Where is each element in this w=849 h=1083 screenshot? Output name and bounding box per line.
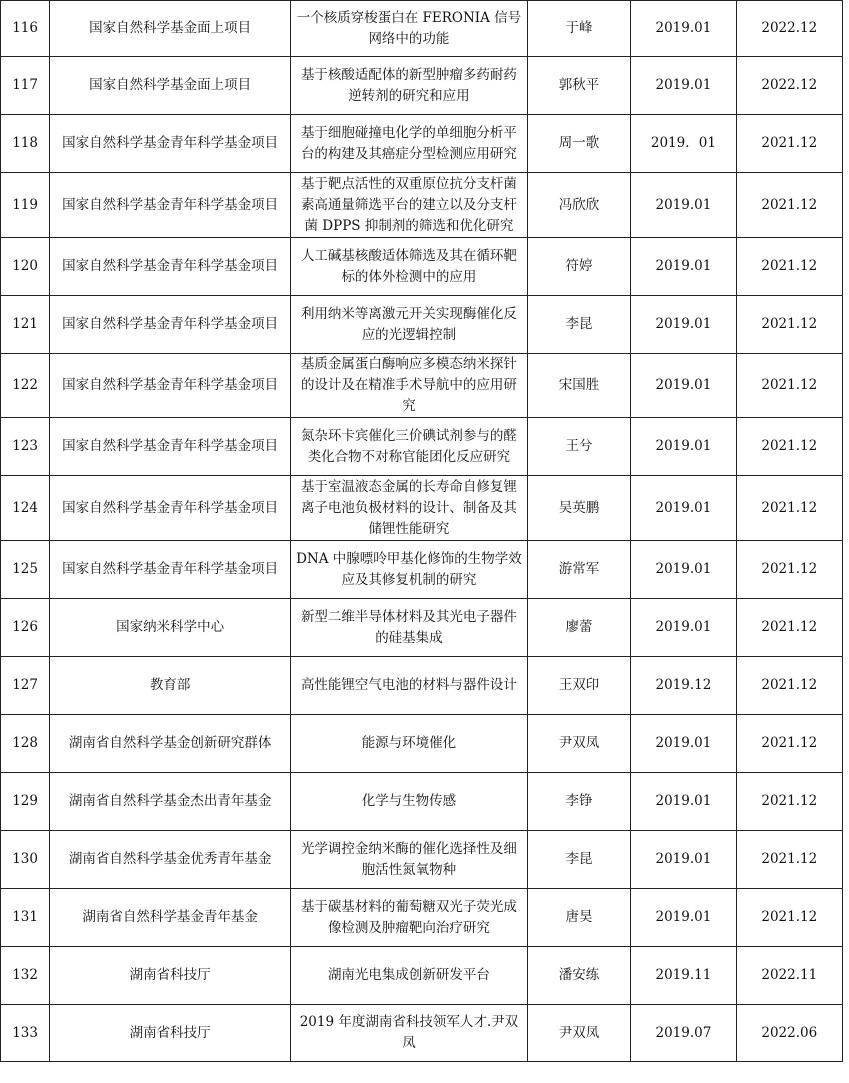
cell-principal: 周一歌 [527, 115, 630, 173]
cell-funding-source: 湖南省自然科学基金创新研究群体 [50, 715, 291, 773]
cell-end-date: 2021.12 [736, 238, 842, 296]
cell-number: 132 [1, 947, 50, 1005]
cell-end-date: 2021.12 [736, 657, 842, 715]
table-row [1, 238, 843, 296]
cell-principal: 郭秋平 [527, 57, 630, 115]
cell-number: 122 [1, 354, 50, 418]
cell-number: 123 [1, 418, 50, 476]
cell-funding-source: 国家自然科学基金青年科学基金项目 [50, 541, 291, 599]
cell-end-date: 2021.12 [736, 115, 842, 173]
cell-funding-source: 国家纳米科学中心 [50, 599, 291, 657]
table-row [1, 296, 843, 354]
table-row [1, 889, 843, 947]
cell-project-title: 基于室温液态金属的长寿命自修复锂离子电池负极材料的设计、制备及其储锂性能研究 [291, 476, 528, 541]
cell-end-date: 2021.12 [736, 476, 842, 541]
cell-funding-source: 国家自然科学基金青年科学基金项目 [50, 354, 291, 418]
cell-funding-source: 国家自然科学基金面上项目 [50, 1, 291, 57]
table-row [1, 354, 843, 418]
table-row [1, 657, 843, 715]
cell-end-date: 2021.12 [736, 889, 842, 947]
cell-number: 116 [1, 1, 50, 57]
cell-project-title: 2019 年度湖南省科技领军人才.尹双凤 [291, 1005, 528, 1062]
cell-project-title: 基于核酸适配体的新型肿瘤多药耐药逆转剂的研究和应用 [291, 57, 528, 115]
cell-funding-source: 湖南省科技厅 [50, 947, 291, 1005]
cell-funding-source: 国家自然科学基金青年科学基金项目 [50, 296, 291, 354]
cell-principal: 廖蕾 [527, 599, 630, 657]
cell-project-title: 利用纳米等离激元开关实现酶催化反应的光逻辑控制 [291, 296, 528, 354]
table-row [1, 541, 843, 599]
cell-start-date: 2019.01 [631, 173, 736, 238]
table-row [1, 115, 843, 173]
cell-number: 125 [1, 541, 50, 599]
cell-end-date: 2021.12 [736, 715, 842, 773]
cell-funding-source: 教育部 [50, 657, 291, 715]
cell-start-date: 2019.01 [631, 476, 736, 541]
cell-number: 129 [1, 773, 50, 831]
cell-principal: 王双印 [527, 657, 630, 715]
cell-number: 126 [1, 599, 50, 657]
cell-project-title: DNA 中腺嘌呤甲基化修饰的生物学效应及其修复机制的研究 [291, 541, 528, 599]
cell-number: 120 [1, 238, 50, 296]
cell-end-date: 2021.12 [736, 541, 842, 599]
cell-principal: 王兮 [527, 418, 630, 476]
cell-principal: 冯欣欣 [527, 173, 630, 238]
table-row [1, 773, 843, 831]
cell-number: 127 [1, 657, 50, 715]
cell-start-date: 2019.01 [631, 715, 736, 773]
cell-number: 133 [1, 1005, 50, 1062]
cell-principal: 李铮 [527, 773, 630, 831]
table-row [1, 715, 843, 773]
cell-funding-source: 国家自然科学基金青年科学基金项目 [50, 173, 291, 238]
cell-start-date: 2019.01 [631, 57, 736, 115]
cell-number: 118 [1, 115, 50, 173]
cell-start-date: 2019.01 [631, 599, 736, 657]
cell-project-title: 化学与生物传感 [291, 773, 528, 831]
cell-funding-source: 国家自然科学基金青年科学基金项目 [50, 476, 291, 541]
cell-project-title: 高性能锂空气电池的材料与器件设计 [291, 657, 528, 715]
cell-funding-source: 国家自然科学基金青年科学基金项目 [50, 115, 291, 173]
cell-start-date: 2019.01 [631, 418, 736, 476]
cell-funding-source: 湖南省科技厅 [50, 1005, 291, 1062]
cell-end-date: 2022.11 [736, 947, 842, 1005]
cell-principal: 尹双凤 [527, 1005, 630, 1062]
cell-principal: 吴英鹏 [527, 476, 630, 541]
cell-funding-source: 湖南省自然科学基金青年基金 [50, 889, 291, 947]
cell-principal: 李昆 [527, 296, 630, 354]
cell-funding-source: 湖南省自然科学基金杰出青年基金 [50, 773, 291, 831]
table-row [1, 947, 843, 1005]
project-table-body [1, 1, 843, 1062]
cell-funding-source: 国家自然科学基金青年科学基金项目 [50, 418, 291, 476]
cell-project-title: 湖南光电集成创新研发平台 [291, 947, 528, 1005]
cell-number: 121 [1, 296, 50, 354]
cell-principal: 潘安练 [527, 947, 630, 1005]
cell-start-date: 2019.01 [631, 1, 736, 57]
table-row [1, 1005, 843, 1062]
cell-number: 124 [1, 476, 50, 541]
cell-end-date: 2021.12 [736, 296, 842, 354]
cell-project-title: 一个核质穿梭蛋白在 FERONIA 信号网络中的功能 [291, 1, 528, 57]
cell-start-date: 2019.01 [631, 238, 736, 296]
cell-end-date: 2021.12 [736, 831, 842, 889]
cell-end-date: 2022.12 [736, 1, 842, 57]
cell-number: 130 [1, 831, 50, 889]
cell-project-title: 基质金属蛋白酶响应多模态纳米探针的设计及在精准手术导航中的应用研究 [291, 354, 528, 418]
cell-start-date: 2019.01 [631, 541, 736, 599]
cell-start-date: 2019．01 [631, 115, 736, 173]
cell-principal: 于峰 [527, 1, 630, 57]
cell-end-date: 2022.12 [736, 57, 842, 115]
cell-project-title: 能源与环境催化 [291, 715, 528, 773]
cell-start-date: 2019.01 [631, 296, 736, 354]
table-row [1, 173, 843, 238]
cell-project-title: 氮杂环卡宾催化三价碘试剂参与的醛类化合物不对称官能团化反应研究 [291, 418, 528, 476]
cell-funding-source: 国家自然科学基金面上项目 [50, 57, 291, 115]
cell-principal: 游常军 [527, 541, 630, 599]
cell-start-date: 2019.01 [631, 831, 736, 889]
cell-start-date: 2019.11 [631, 947, 736, 1005]
cell-number: 119 [1, 173, 50, 238]
cell-principal: 唐昊 [527, 889, 630, 947]
cell-project-title: 人工碱基核酸适体筛选及其在循环靶标的体外检测中的应用 [291, 238, 528, 296]
cell-project-title: 基于靶点活性的双重原位抗分支杆菌素高通量筛选平台的建立以及分支杆菌 DPPS 抑制剂的筛选和优化研究 [291, 173, 528, 238]
cell-number: 131 [1, 889, 50, 947]
cell-project-title: 基于细胞碰撞电化学的单细胞分析平台的构建及其癌症分型检测应用研究 [291, 115, 528, 173]
table-row [1, 418, 843, 476]
cell-end-date: 2021.12 [736, 773, 842, 831]
cell-number: 128 [1, 715, 50, 773]
cell-start-date: 2019.01 [631, 889, 736, 947]
cell-start-date: 2019.01 [631, 773, 736, 831]
cell-end-date: 2021.12 [736, 354, 842, 418]
cell-number: 117 [1, 57, 50, 115]
cell-end-date: 2021.12 [736, 599, 842, 657]
cell-end-date: 2021.12 [736, 418, 842, 476]
table-row [1, 476, 843, 541]
cell-end-date: 2022.06 [736, 1005, 842, 1062]
cell-start-date: 2019.01 [631, 354, 736, 418]
table-row [1, 831, 843, 889]
cell-end-date: 2021.12 [736, 173, 842, 238]
cell-principal: 符婷 [527, 238, 630, 296]
table-row [1, 57, 843, 115]
cell-principal: 尹双凤 [527, 715, 630, 773]
cell-project-title: 基于碳基材料的葡萄糖双光子荧光成像检测及肿瘤靶向治疗研究 [291, 889, 528, 947]
cell-project-title: 光学调控金纳米酶的催化选择性及细胞活性氮氧物种 [291, 831, 528, 889]
cell-principal: 李昆 [527, 831, 630, 889]
table-row [1, 1, 843, 57]
cell-project-title: 新型二维半导体材料及其光电子器件的硅基集成 [291, 599, 528, 657]
cell-start-date: 2019.12 [631, 657, 736, 715]
cell-funding-source: 国家自然科学基金青年科学基金项目 [50, 238, 291, 296]
cell-principal: 宋国胜 [527, 354, 630, 418]
cell-funding-source: 湖南省自然科学基金优秀青年基金 [50, 831, 291, 889]
table-row [1, 599, 843, 657]
cell-start-date: 2019.07 [631, 1005, 736, 1062]
